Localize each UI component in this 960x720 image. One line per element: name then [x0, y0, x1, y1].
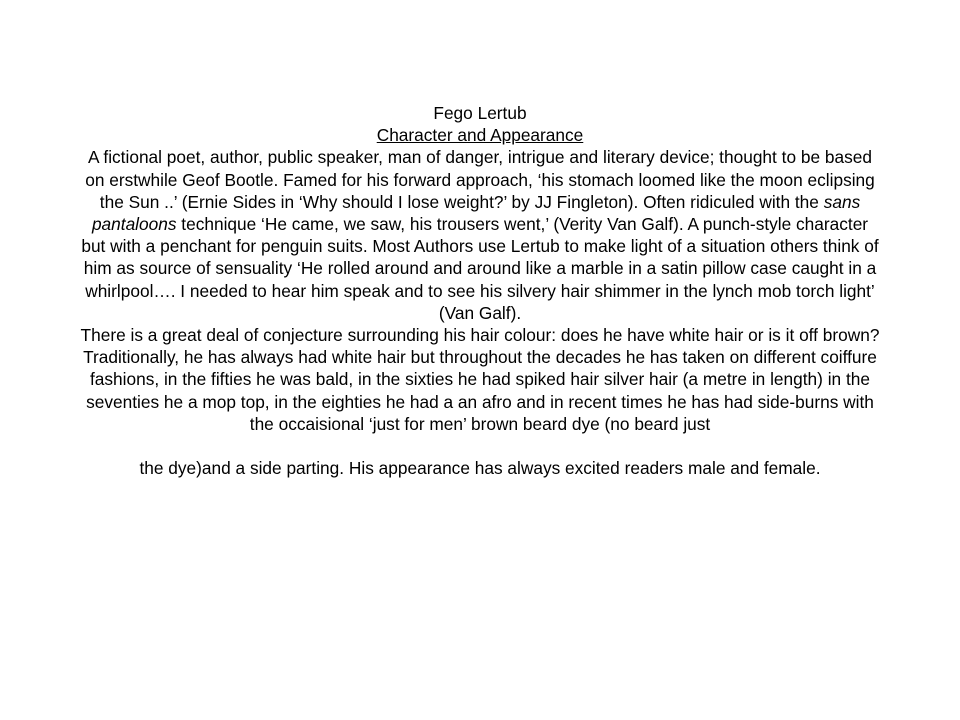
document-title: Fego Lertub [433, 103, 527, 123]
italic-term: sans pantaloons [91, 191, 861, 235]
paragraph-appearance: the dye)and a side parting. His appearance has always excited readers male and female. [139, 458, 821, 479]
paragraph-gap [80, 435, 880, 457]
paragraph-hair: There is a great deal of conjecture surrounding his hair colour: does he have white hair or is it off brown? Traditionally, he has always had white hair but throughout the decades he has taken on different coiffure fashions, in the fifties he was bald, in the sixties he had spiked hair silver hair (a metre in length) in the seventies he a mop top, in the eighties he had a an afro and in recent times he has had side-burns with the occaisional ‘just for men’ brown beard dye (no beard just [80, 325, 880, 434]
document-body [80, 102, 880, 479]
paragraph-character-text-1: A fictional poet, author, public speaker, man of danger, intrigue and literary device; thought to be based on erstwhile Geof Bootle. Famed for his forward approach, ‘his stomach loomed like the moon eclipsing the Sun ..’ (Ernie Sides in ‘Why should I lose weight?’ by JJ Fingleton). Often ridiculed with the [85, 147, 875, 212]
paragraph-character-text-2: technique ‘He came, we saw, his trousers went,’ (Verity Van Galf). A punch-style character but with a penchant for penguin suits. Most Authors use Lertub to make light of a situation others think of him as source of sensuality ‘He rolled around and around like a marble in a satin pillow case caught in a whirlpool…. I needed to hear him speak and to see his silvery hair shimmer in the lynch mob torch light’ (Van Galf). [81, 214, 879, 323]
section-heading: Character and Appearance [376, 125, 584, 146]
paragraph-character [80, 146, 880, 324]
